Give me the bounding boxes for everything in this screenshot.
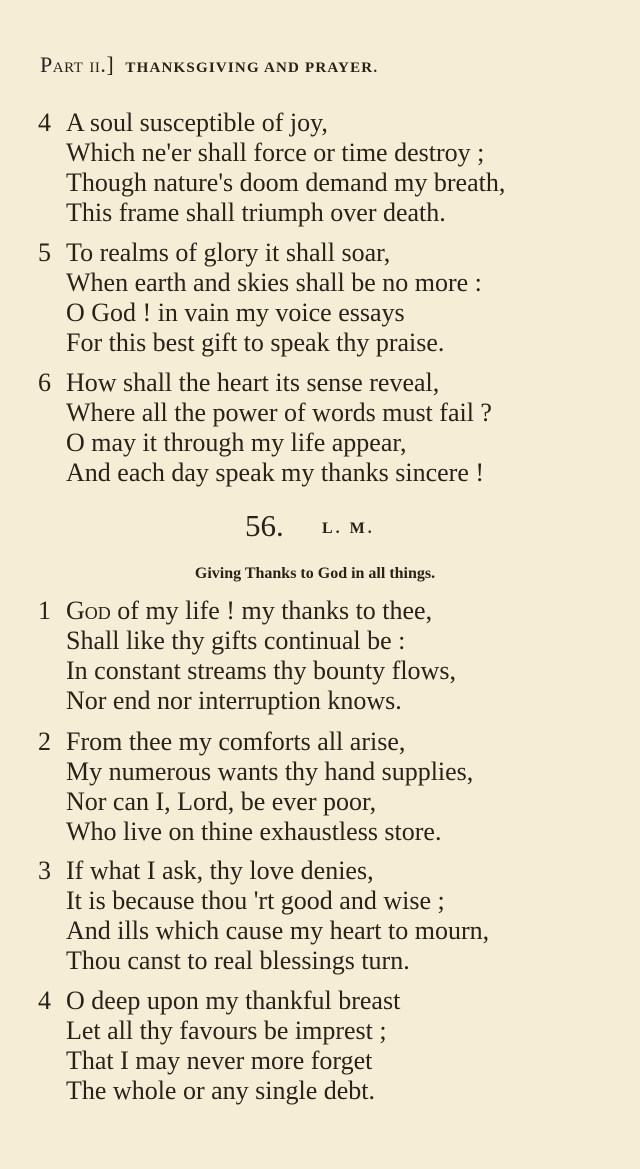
verse-line: Thou canst to real blessings turn.	[66, 946, 410, 975]
verse-line: When earth and skies shall be no more :	[66, 268, 482, 297]
verse-line: From thee my comforts all arise,	[66, 727, 406, 756]
verse-line: O God ! in vain my voice essays	[66, 298, 405, 327]
verse-line: Let all thy favours be imprest ;	[66, 1016, 387, 1045]
verse-line: Nor end nor interruption knows.	[66, 686, 402, 715]
verse-line: How shall the heart its sense reveal,	[66, 368, 440, 397]
verse-line: O may it through my life appear,	[66, 428, 407, 457]
verse-line: And each day speak my thanks sincere !	[66, 458, 485, 487]
hymn-meter: L. M.	[322, 520, 375, 537]
part-label: Part ii.]	[40, 52, 115, 77]
hymn-title: Giving Thanks to God in all things.	[194, 565, 436, 582]
verse-line: To realms of glory it shall soar,	[66, 238, 391, 267]
verse-line: If what I ask, thy love denies,	[66, 856, 374, 885]
verse-line: Who live on thine exhaustless store.	[66, 817, 442, 846]
verse-line: This frame shall triumph over death.	[66, 198, 446, 227]
stanza-number: 1	[38, 596, 51, 625]
stanza-number: 6	[38, 368, 51, 397]
stanza-number: 3	[38, 856, 51, 885]
verse-line: Nor can I, Lord, be ever poor,	[66, 787, 377, 816]
verse-line: In constant streams thy bounty flows,	[66, 656, 456, 685]
verse-line: That I may never more forget	[66, 1046, 373, 1075]
verse-line: And ills which cause my heart to mourn,	[66, 916, 490, 945]
verse-line: It is because thou 'rt good and wise ;	[66, 886, 445, 915]
verse-line: For this best gift to speak thy praise.	[66, 328, 445, 357]
verse-line: O deep upon my thankful breast	[66, 986, 401, 1015]
stanza-number: 2	[38, 727, 51, 756]
hymn-heading	[0, 508, 640, 548]
verse-line: The whole or any single debt.	[66, 1076, 376, 1105]
verse-line	[66, 596, 432, 626]
verse-line-rest: of my life ! my thanks to thee,	[110, 596, 433, 625]
verse-line: Where all the power of words must fail ?	[66, 398, 492, 427]
verse-line: A soul susceptible of joy,	[66, 108, 328, 137]
stanza-number: 4	[38, 986, 51, 1015]
verse-line: My numerous wants thy hand supplies,	[66, 757, 474, 786]
running-title: THANKSGIVING AND PRAYER.	[125, 60, 379, 76]
verse-line: Which ne'er shall force or time destroy ;	[66, 138, 485, 167]
stanza-number: 5	[38, 238, 51, 267]
first-word: God	[66, 596, 111, 625]
stanza-number: 4	[38, 108, 51, 137]
verse-line: Shall like thy gifts continual be :	[66, 626, 406, 655]
running-header	[40, 52, 510, 78]
hymn-number: 56.	[245, 508, 284, 543]
verse-line: Though nature's doom demand my breath,	[66, 168, 506, 197]
